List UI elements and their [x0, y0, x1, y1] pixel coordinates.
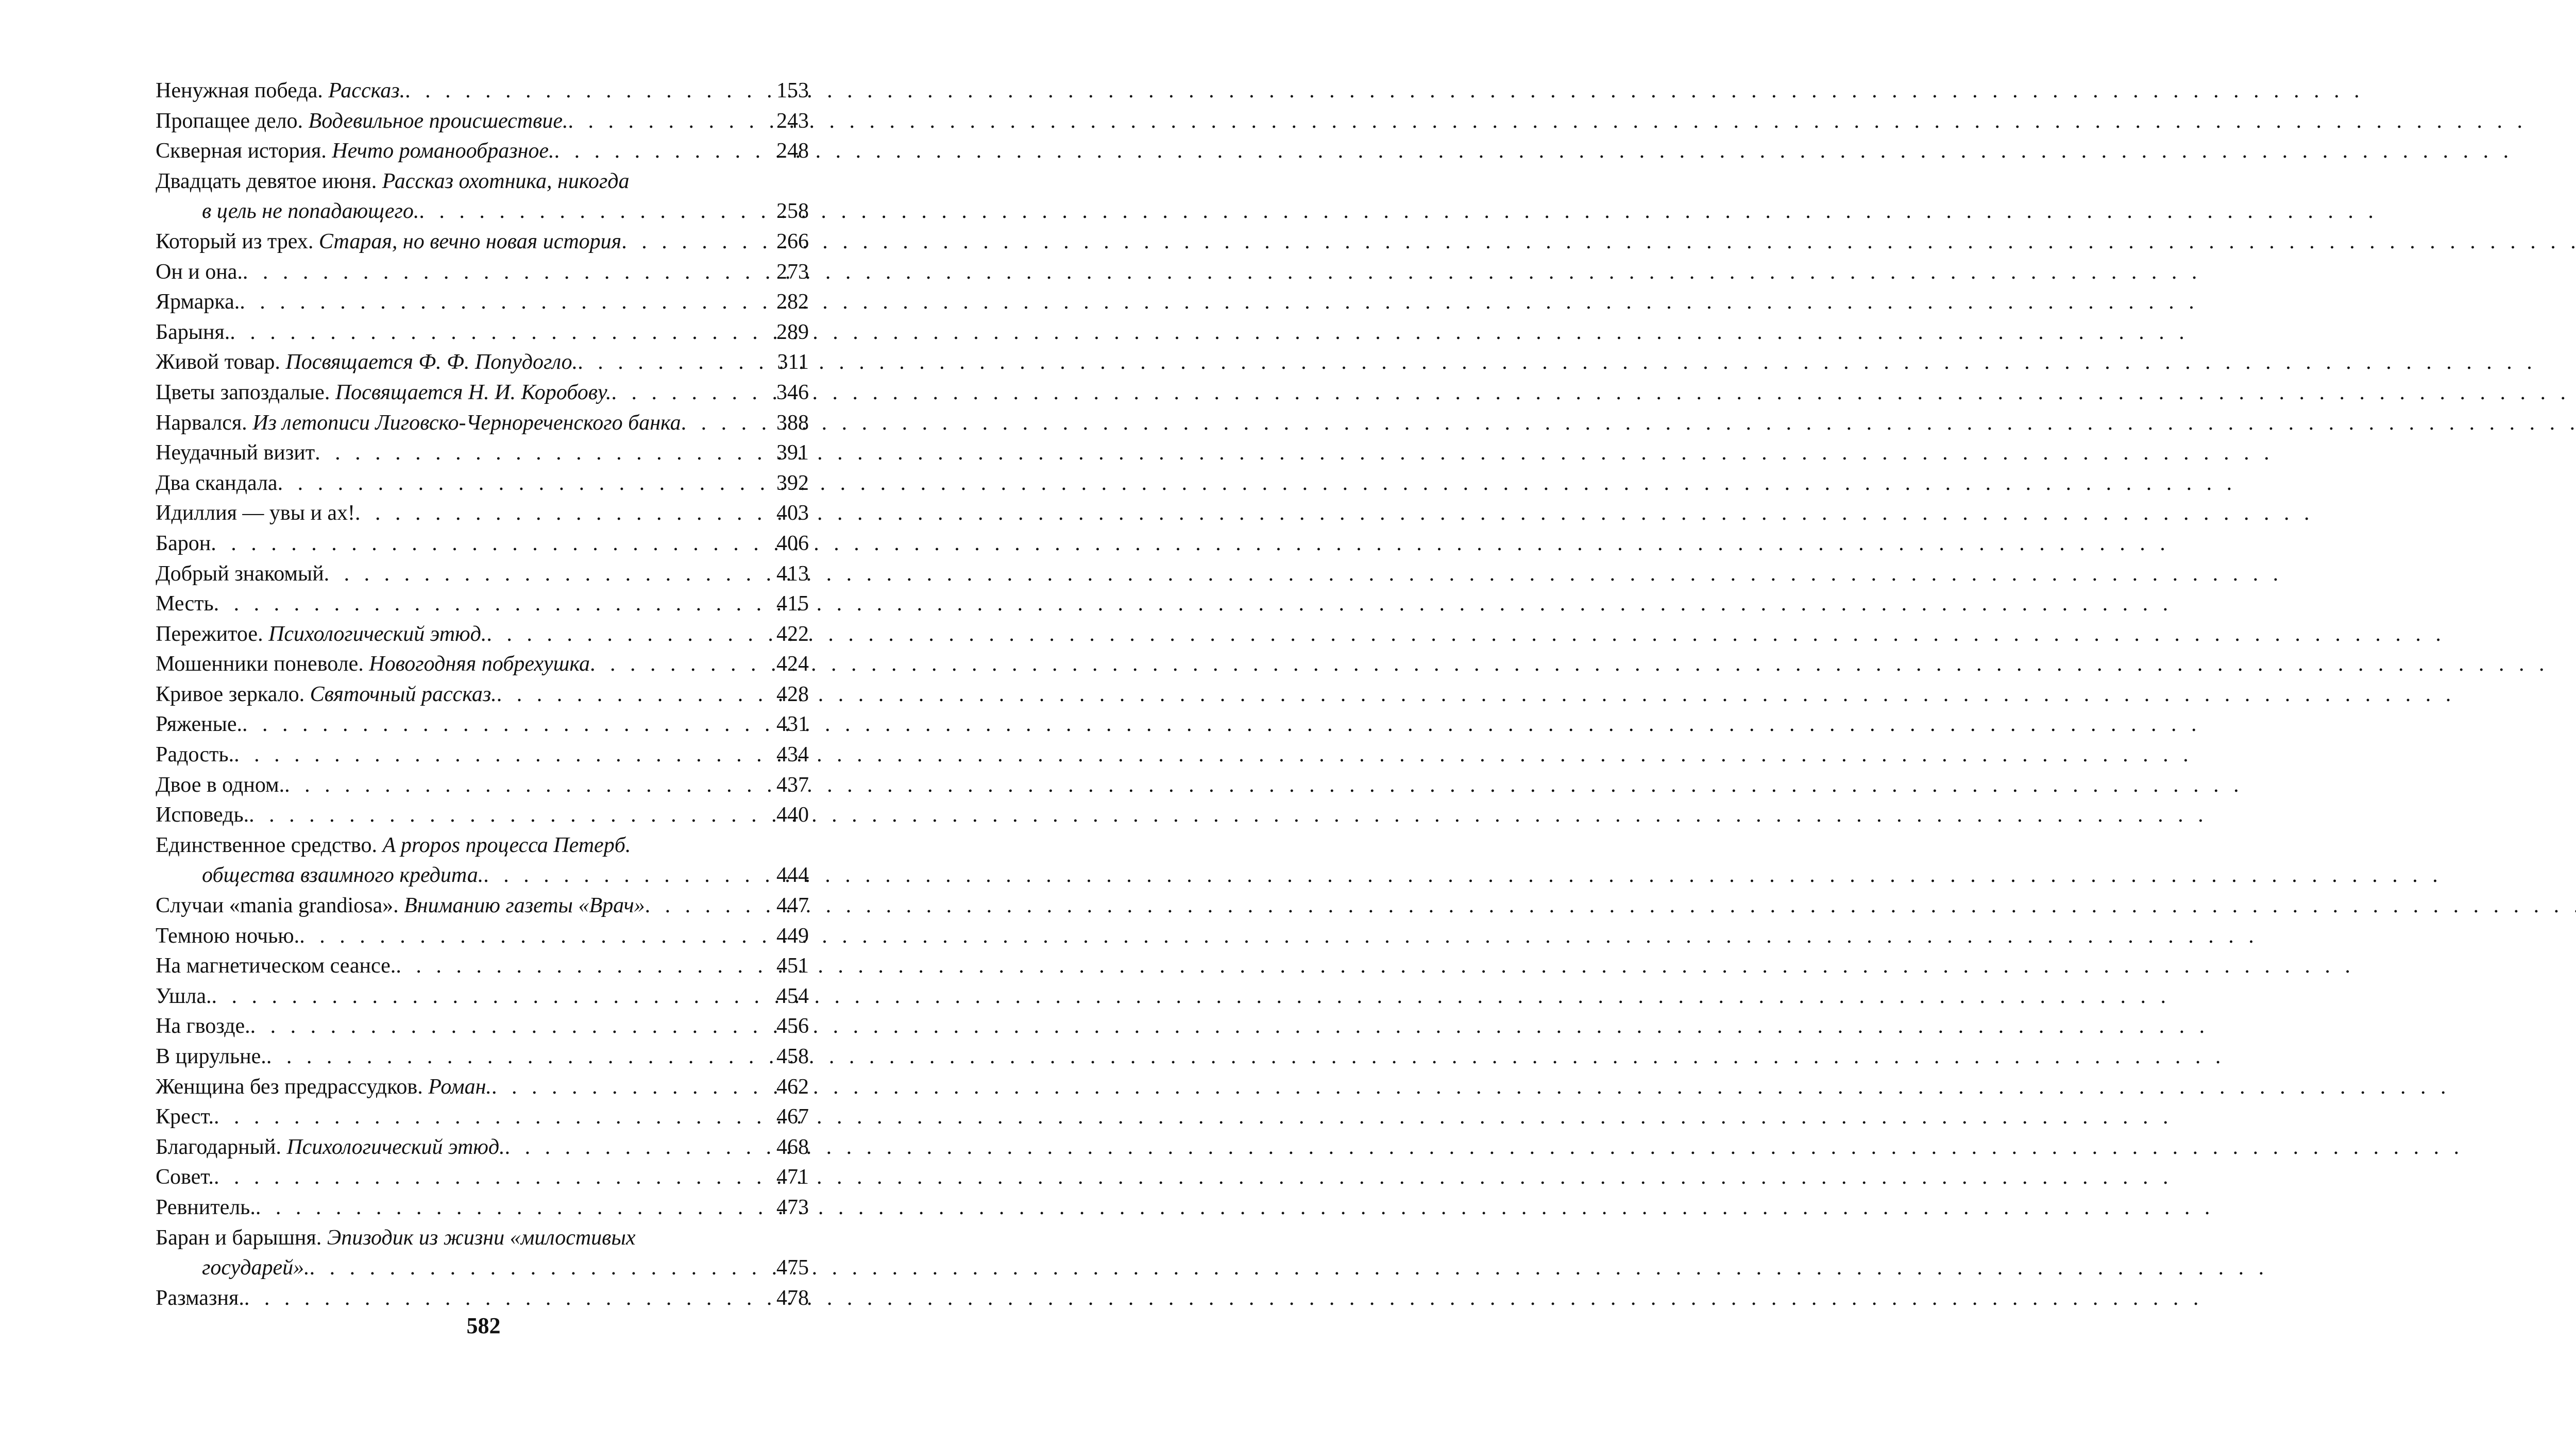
toc-entry-title — [156, 559, 324, 589]
toc-entry — [156, 740, 809, 770]
toc-entry — [156, 891, 809, 921]
toc-entry-name: На магнетическом сеансе. — [156, 954, 396, 978]
toc-entry-page: 440 — [776, 803, 809, 827]
toc-entry-name: Добрый знакомый — [156, 561, 324, 586]
toc-leader-dots — [230, 317, 770, 348]
toc-entry-name: Женщина без предрассудков. — [156, 1075, 423, 1099]
toc-entry-page: 422 — [776, 622, 809, 646]
toc-leader-dots — [278, 468, 770, 499]
toc-entry-subtitle: Психологический этюд. — [268, 622, 487, 646]
toc-entry-title — [156, 106, 568, 137]
toc-entry-title — [156, 498, 355, 529]
toc-leader-dots — [214, 1162, 770, 1193]
toc-entry — [156, 830, 809, 861]
toc-entry — [156, 559, 809, 589]
toc-entry-title — [156, 981, 212, 1012]
toc-entry — [156, 196, 809, 227]
toc-entry — [156, 770, 809, 800]
toc-leader-dots — [240, 287, 770, 317]
toc-entry — [156, 1162, 809, 1193]
toc-entry-page: 462 — [776, 1075, 809, 1099]
toc-entry-subtitle: A propos процесса Петерб. — [382, 833, 631, 857]
toc-entry-subtitle: Психологический этюд. — [286, 1135, 505, 1159]
toc-entry — [156, 800, 809, 830]
toc-leader-dots — [497, 679, 770, 710]
toc-entry-title — [156, 1193, 256, 1223]
toc-entry-title — [156, 1162, 214, 1193]
toc-entry-page: 458 — [776, 1045, 809, 1068]
toc-leader-dots — [419, 196, 770, 227]
toc-entry-name: Темною ночью. — [156, 924, 300, 948]
toc-entry-subtitle: Старая, но вечно новая история — [318, 229, 622, 253]
toc-entry-name: Радость. — [156, 743, 234, 767]
toc-entry-page: 473 — [776, 1195, 809, 1219]
toc-entry-page: 346 — [776, 380, 809, 404]
toc-entry-title — [156, 438, 315, 468]
toc-entry-name: Он и она. — [156, 260, 243, 284]
toc-entry — [156, 1011, 809, 1042]
toc-entry-page: 475 — [776, 1256, 809, 1280]
toc-entry-title — [156, 317, 230, 348]
toc-entry-title — [156, 951, 396, 981]
toc-entry-subtitle: Водевильное происшествие. — [308, 109, 568, 133]
toc-entry-title — [156, 468, 278, 499]
toc-leader-dots — [243, 257, 770, 287]
toc-entry-name: Ревнитель. — [156, 1195, 256, 1219]
toc-leader-dots — [681, 408, 770, 438]
toc-entry-name: Ненужная победа. — [156, 79, 323, 103]
toc-leader-dots — [310, 1253, 770, 1283]
toc-entry-page: 311 — [777, 350, 809, 374]
toc-entry-page: 431 — [776, 712, 809, 737]
toc-leader-dots — [645, 891, 770, 921]
toc-entry-page: 434 — [776, 743, 809, 767]
toc-entry-page: 428 — [776, 682, 809, 706]
toc-entry — [156, 679, 809, 710]
toc-entry-name: Барыня. — [156, 320, 230, 344]
toc-entry-subtitle: Эпизодик из жизни «милостивых — [327, 1225, 636, 1250]
toc-entry-page: 451 — [776, 954, 809, 978]
toc-entry-page: 478 — [776, 1286, 809, 1310]
toc-leader-dots — [492, 1072, 770, 1102]
toc-entry-page: 424 — [776, 652, 809, 676]
toc-entry — [156, 709, 809, 740]
toc-entry-title — [156, 1223, 636, 1253]
toc-entry-title — [156, 770, 284, 800]
toc-entry — [156, 106, 809, 137]
toc-entry-name: Размазня. — [156, 1286, 244, 1310]
toc-entry-title — [156, 408, 681, 438]
toc-entry-title — [156, 1072, 492, 1102]
toc-leader-dots — [483, 860, 770, 891]
toc-entry-title — [202, 1253, 310, 1283]
toc-entry-name: Идиллия — увы и ах! — [156, 501, 355, 525]
toc-entry-title — [156, 589, 214, 619]
toc-entry-title — [156, 679, 497, 710]
toc-entry — [156, 981, 809, 1012]
toc-entry — [156, 498, 809, 529]
toc-leader-dots — [266, 1042, 770, 1072]
toc-entry-page: 471 — [776, 1165, 809, 1189]
toc-entry-title — [156, 1042, 266, 1072]
toc-entry-page: 468 — [776, 1135, 809, 1159]
toc-entry-name: Благодарный. — [156, 1135, 281, 1159]
toc-leader-dots — [250, 1011, 770, 1042]
toc-entry-title — [156, 378, 612, 408]
toc-entry-subtitle: Рассказ охотника, никогда — [382, 169, 630, 193]
toc-leader-dots — [249, 800, 770, 830]
toc-entry — [156, 408, 809, 438]
toc-entry-page: 444 — [776, 863, 809, 888]
toc-leader-dots — [590, 649, 770, 679]
toc-entry — [156, 227, 809, 257]
toc-leader-dots — [211, 529, 770, 559]
toc-entry-title — [156, 1011, 250, 1042]
toc-entry-page: 406 — [776, 531, 809, 555]
toc-entry-title — [156, 347, 578, 378]
table-of-contents — [156, 76, 809, 1313]
toc-entry — [156, 347, 809, 378]
toc-leader-dots — [396, 951, 770, 981]
toc-entry-title — [156, 1102, 214, 1132]
toc-leader-dots — [234, 740, 770, 770]
toc-entry-title — [156, 891, 645, 921]
toc-entry — [156, 76, 809, 106]
toc-leader-dots — [284, 770, 770, 800]
toc-leader-dots — [299, 921, 770, 951]
toc-entry — [156, 468, 809, 499]
toc-leader-dots — [621, 227, 770, 257]
toc-entry-page: 273 — [776, 260, 809, 284]
toc-entry — [156, 257, 809, 287]
toc-leader-dots — [355, 498, 770, 529]
toc-entry-title — [156, 136, 554, 166]
toc-entry — [156, 166, 809, 197]
toc-leader-dots — [256, 1193, 770, 1223]
toc-entry-title — [156, 709, 242, 740]
toc-entry-page: 449 — [776, 924, 809, 948]
toc-entry-title — [156, 1132, 505, 1163]
toc-entry — [156, 438, 809, 468]
toc-leader-dots — [244, 1283, 770, 1314]
toc-entry — [156, 378, 809, 408]
toc-entry-title — [156, 257, 243, 287]
toc-entry-page: 391 — [776, 441, 809, 465]
toc-leader-dots — [405, 76, 770, 106]
toc-entry — [156, 317, 809, 348]
toc-entry-name: Случаи «mania grandiosa». — [156, 894, 399, 918]
toc-entry-title — [156, 921, 299, 951]
toc-entry-name: Неудачный визит — [156, 441, 315, 465]
toc-entry-title — [156, 227, 621, 257]
toc-entry-name: Пережитое. — [156, 622, 263, 646]
toc-entry-subtitle: Святочный рассказ. — [310, 682, 497, 706]
toc-entry-page: 454 — [776, 984, 809, 1008]
toc-entry-title — [156, 76, 405, 106]
toc-entry-name: В цирульне. — [156, 1045, 266, 1068]
toc-entry-name: Исповедь. — [156, 803, 249, 827]
toc-leader-dots — [315, 438, 770, 468]
toc-entry — [156, 860, 809, 891]
toc-entry-title — [202, 860, 483, 891]
page-number: 582 — [466, 1313, 501, 1338]
toc-entry-page: 392 — [776, 471, 809, 495]
toc-entry-subtitle: Вниманию газеты «Врач» — [404, 894, 645, 918]
toc-entry-title — [156, 1283, 244, 1314]
toc-entry-name: Который из трех. — [156, 229, 314, 253]
toc-entry-title — [156, 529, 211, 559]
toc-entry-title — [156, 619, 486, 650]
toc-entry-page: 248 — [776, 139, 809, 163]
toc-entry-name: Скверная история. — [156, 139, 327, 163]
toc-leader-dots — [612, 378, 770, 408]
toc-entry — [156, 951, 809, 981]
toc-entry-name: Два скандала — [156, 471, 278, 495]
toc-entry-title — [156, 830, 631, 861]
toc-entry — [156, 287, 809, 317]
toc-entry-subtitle: общества взаимного кредита. — [202, 863, 484, 888]
toc-leader-dots — [324, 559, 770, 589]
toc-entry-subtitle: государей». — [202, 1256, 310, 1280]
toc-entry-page: 437 — [776, 773, 809, 797]
toc-entry-title — [156, 166, 630, 197]
toc-leader-dots — [578, 347, 770, 378]
toc-entry — [156, 1253, 809, 1283]
toc-entry-subtitle: Нечто романообразное. — [332, 139, 554, 163]
toc-entry-name: Ряженые. — [156, 712, 243, 737]
toc-entry-subtitle: Из летописи Лиговско-Чернореченского банка — [252, 411, 681, 435]
toc-entry-name: Двое в одном. — [156, 773, 285, 797]
toc-entry-name: Единственное средство. — [156, 833, 377, 857]
toc-entry-subtitle: Посвящается Н. И. Коробову. — [335, 380, 612, 404]
toc-entry — [156, 1283, 809, 1314]
toc-leader-dots — [242, 709, 770, 740]
toc-entry-title — [156, 800, 249, 830]
toc-entry-page: 415 — [776, 592, 809, 616]
toc-entry-name: На гвозде. — [156, 1014, 250, 1038]
toc-entry-name: Пропащее дело. — [156, 109, 303, 133]
toc-entry — [156, 649, 809, 679]
toc-leader-dots — [505, 1132, 770, 1163]
toc-entry-name: Ярмарка. — [156, 290, 240, 314]
toc-entry-subtitle: Посвящается Ф. Ф. Попудогло. — [285, 350, 578, 374]
toc-leader-dots — [486, 619, 770, 650]
toc-entry-name: Кривое зеркало. — [156, 682, 305, 706]
toc-entry-title — [202, 196, 419, 227]
toc-entry-page: 388 — [776, 411, 809, 435]
toc-entry-name: Живой товар. — [156, 350, 280, 374]
toc-leader-dots — [214, 1102, 770, 1132]
toc-entry-page: 266 — [776, 229, 809, 253]
toc-entry-page: 456 — [776, 1014, 809, 1038]
toc-entry — [156, 1132, 809, 1163]
toc-entry-name: Цветы запоздалые. — [156, 380, 330, 404]
toc-entry — [156, 136, 809, 166]
toc-entry-name: Крест. — [156, 1105, 214, 1129]
toc-entry — [156, 619, 809, 650]
toc-entry-page: 282 — [776, 290, 809, 314]
toc-entry-title — [156, 649, 590, 679]
toc-entry-name: Месть — [156, 592, 214, 616]
toc-entry-name: Баран и барышня. — [156, 1225, 322, 1250]
toc-entry — [156, 589, 809, 619]
toc-entry-subtitle: Новогодняя побрехушка — [369, 652, 590, 676]
toc-entry-subtitle: Роман. — [428, 1075, 492, 1099]
toc-leader-dots — [212, 981, 770, 1012]
toc-entry-name: Барон — [156, 531, 211, 555]
toc-entry-name: Ушла. — [156, 984, 212, 1008]
toc-entry-page: 467 — [776, 1105, 809, 1129]
toc-entry — [156, 1042, 809, 1072]
toc-entry-title — [156, 740, 234, 770]
toc-entry-page: 243 — [776, 109, 809, 133]
toc-entry-page: 403 — [776, 501, 809, 525]
toc-entry-title — [156, 287, 240, 317]
toc-entry-name: Нарвался. — [156, 411, 247, 435]
toc-entry-subtitle: Рассказ. — [328, 79, 405, 103]
toc-entry-page: 289 — [776, 320, 809, 344]
toc-leader-dots — [214, 589, 770, 619]
toc-entry — [156, 1072, 809, 1102]
toc-entry-page: 413 — [776, 561, 809, 586]
toc-entry — [156, 921, 809, 951]
toc-entry — [156, 1223, 809, 1253]
toc-entry — [156, 529, 809, 559]
toc-leader-dots — [568, 106, 770, 137]
toc-entry — [156, 1193, 809, 1223]
toc-entry — [156, 1102, 809, 1132]
toc-entry-name: Мошенники поневоле. — [156, 652, 364, 676]
book-page — [0, 0, 967, 1448]
toc-entry-page: 258 — [776, 199, 809, 224]
toc-entry-subtitle: в цель не попадающего. — [202, 199, 419, 224]
toc-leader-dots — [554, 136, 770, 166]
toc-entry-name: Совет. — [156, 1165, 214, 1189]
toc-entry-name: Двадцать девятое июня. — [156, 169, 377, 193]
toc-entry-page: 153 — [776, 79, 809, 103]
toc-entry-page: 447 — [776, 894, 809, 918]
